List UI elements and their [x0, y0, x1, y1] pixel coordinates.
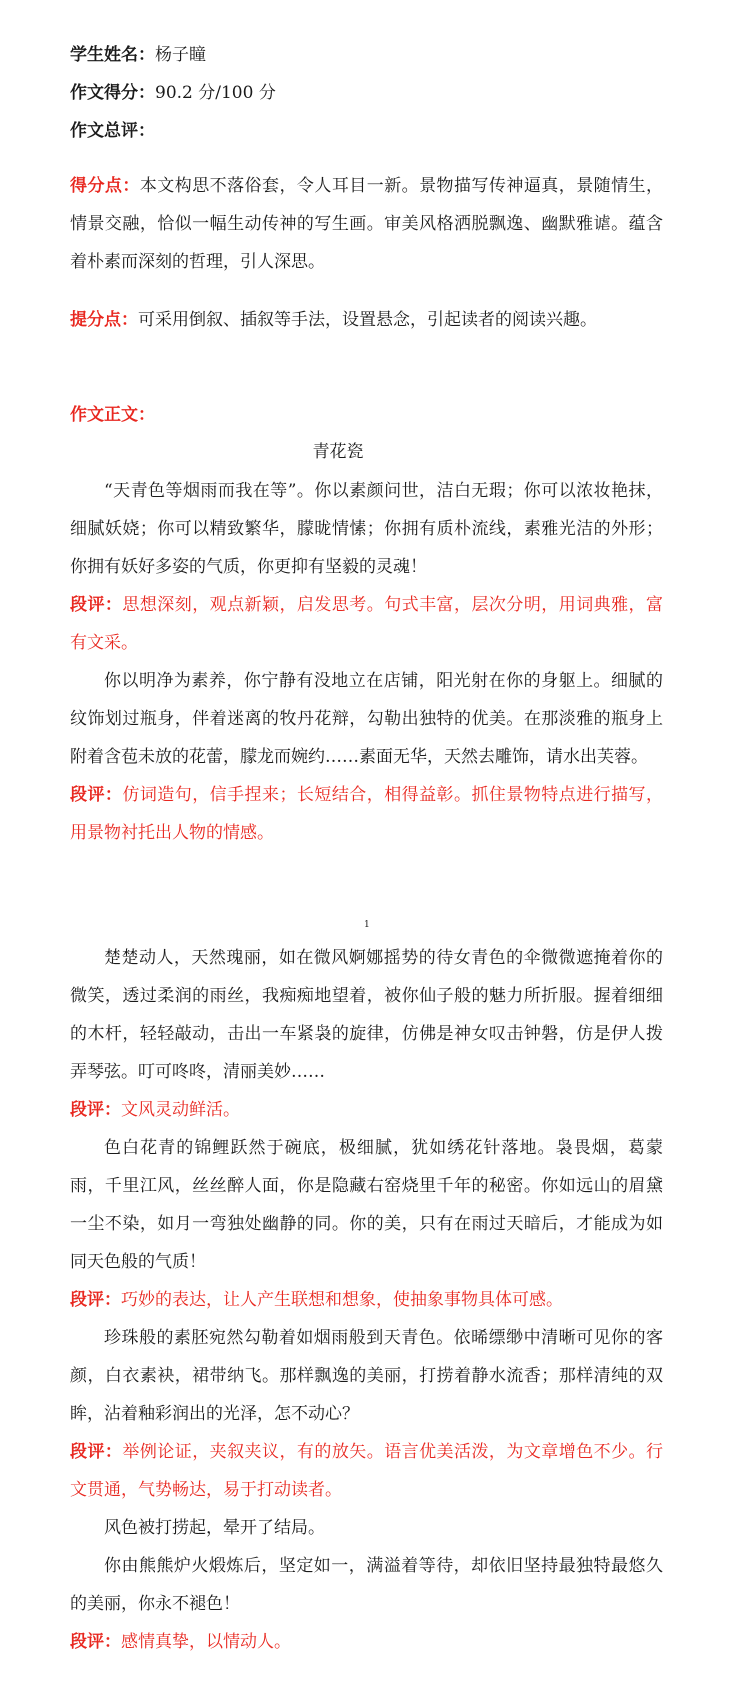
paragraph-comment — [70, 776, 663, 852]
paragraph-comment-label: 段评： — [70, 595, 123, 615]
paragraph-comment — [70, 1091, 663, 1129]
essay-paragraph: 色白花青的锦鲤跃然于碗底，极细腻，犹如绣花针落地。袅畏烟，葛蒙雨，千里江风，丝丝醉人面，你是隐藏右窑烧里千年的秘密。你如远山的眉黛一尘不染，如月一弯独处幽静的同。你的美，只有在雨过天暗后，才能成为如同天色般的气质！ — [70, 1138, 663, 1272]
paragraph-comment-label: 段评： — [70, 1632, 121, 1652]
essay-paragraph: 风色被打捞起，晕开了结局。 — [104, 1518, 325, 1538]
paragraph-comment-text: 举例论证，夹叙夹议，有的放矢。语言优美活泼，为文章增色不少。行文贯通，气势畅达，易于打动读者。 — [70, 1442, 664, 1500]
paragraph-comment — [70, 1623, 663, 1661]
paragraph-comment — [70, 1433, 663, 1509]
score-label: 作文得分： — [70, 83, 155, 103]
overall-comment-label: 作文总评： — [70, 121, 155, 141]
strengths-section — [70, 167, 663, 281]
paragraph-comment-text: 仿词造句，信手捏来；长短结合，相得益彰。抓住景物特点进行描写，用景物衬托出人物的情感。 — [70, 785, 664, 843]
essay-section-label: 作文正文： — [70, 405, 155, 425]
student-name-label: 学生姓名： — [70, 45, 155, 65]
score-line — [70, 81, 276, 105]
strengths-label: 得分点： — [70, 176, 140, 196]
paragraph-comment-text: 思想深刻，观点新颖，启发思考。句式丰富，层次分明，用词典雅，富有文采。 — [70, 595, 664, 653]
paragraph-comment-label: 段评： — [70, 785, 123, 805]
strengths-text: 本文构思不落俗套，令人耳目一新。景物描写传神逼真，景随情生，情景交融，恰似一幅生动传神的写生画。审美风格洒脱飘逸、幽默雅谑。蕴含着朴素而深刻的哲理，引人深思。 — [70, 176, 664, 272]
paragraph-comment — [70, 1281, 663, 1319]
improvement-label: 提分点： — [70, 310, 138, 330]
essay-paragraph: 珍珠般的素胚宛然勾勒着如烟雨般到天青色。依晞缥缈中清晰可见你的客颜，白衣素袂，裙带纳飞。那样飘逸的美丽，打捞着静水流香；那样清纯的双眸，沾着釉彩润出的光泽，怎不动心？ — [70, 1328, 663, 1424]
improvement-section — [70, 301, 663, 339]
essay-paragraph: 你以明净为素养，你宁静有没地立在店铺，阳光射在你的身躯上。细腻的纹饰划过瓶身，伴着迷离的牧丹花辩，勾勒出独特的优美。在那淡雅的瓶身上附着含苞未放的花蕾，朦龙而婉约……素面无华，天然去雕饰，请水出芙蓉。 — [70, 671, 663, 767]
paragraph-comment-label: 段评： — [70, 1442, 123, 1462]
essay-body-page-1 — [70, 472, 663, 852]
essay-paragraph: 你由熊熊炉火煅炼后，坚定如一，满溢着等待，却依旧坚持最独特最悠久的美丽，你永不褪色！ — [70, 1556, 663, 1614]
essay-paragraph: 楚楚动人，天然瑰丽，如在微风婀娜摇势的待女青色的伞微微遮掩着你的微笑，透过柔润的雨丝，我痴痴地望着，被你仙子般的魅力所折服。握着细细的木杆，轻轻敲动，击出一车紧袅的旋律，仿佛是神女叹击钟磐，仿是伊人拨弄琴弦。叮可咚咚，清丽美妙…… — [70, 948, 663, 1082]
paragraph-comment-text: 文风灵动鲜活。 — [121, 1100, 240, 1120]
paragraph-comment-label: 段评： — [70, 1290, 121, 1310]
student-name-line — [70, 43, 206, 67]
page-number: 1 — [364, 920, 370, 930]
essay-title: 青花瓷 — [312, 442, 364, 462]
essay-paragraph: “天青色等烟雨而我在等”。你以素颜问世，洁白无瑕；你可以浓妆艳抹，细腻妖娆；你可以精致繁华，朦昽情愫；你拥有质朴流线，素雅光洁的外形；你拥有妖好多姿的气质，你更抑有坚毅的灵魂！ — [70, 481, 663, 577]
paragraph-comment-text: 巧妙的表达，让人产生联想和想象，使抽象事物具体可感。 — [121, 1290, 563, 1310]
paragraph-comment-label: 段评： — [70, 1100, 121, 1120]
paragraph-comment — [70, 586, 663, 662]
essay-body-page-2 — [70, 939, 663, 1661]
improvement-text: 可采用倒叙、插叙等手法，设置悬念，引起读者的阅读兴趣。 — [138, 310, 597, 330]
paragraph-comment-text: 感情真挚，以情动人。 — [121, 1632, 291, 1652]
score-value: 90.2 分/100 分 — [155, 83, 276, 103]
essay-section-heading — [70, 403, 155, 427]
student-name: 杨子瞳 — [155, 45, 206, 65]
overall-comment-line — [70, 119, 155, 143]
